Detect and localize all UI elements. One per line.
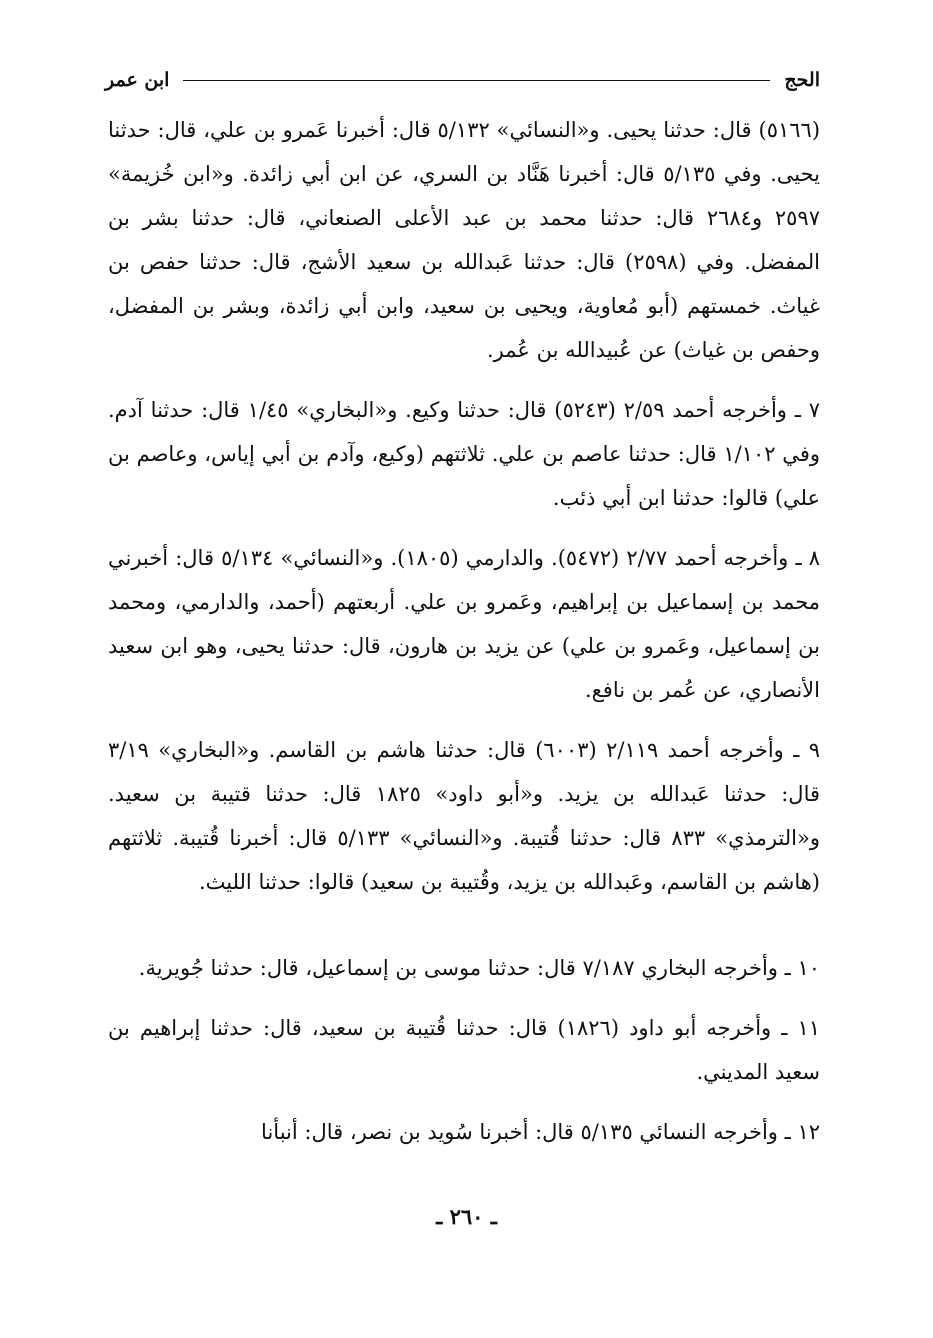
paragraph-8: ٨ ـ وأخرجه أحمد ٢/٧٧ (٥٤٧٢). والدارمي (١٨٠٥). و«النسائي» ٥/١٣٤ قال: أخبرني محمد بن إسماعيل بن إبراهيم، وعَمرو بن علي. أربعتهم (أحمد، والدارمي، ومحمد بن إسماعيل، وعَمرو بن علي) عن يزيد بن هارون، قال: حدثنا يحيى، وهو ابن سعيد الأنصاري، عن عُمر بن نافع. <box>108 546 821 702</box>
header-rule <box>183 80 770 81</box>
chapter-title: الحج <box>784 69 820 91</box>
paragraph-11: ١١ ـ وأخرجه أبو داود (١٨٢٦) قال: حدثنا قُتيبة بن سعيد، قال: حدثنا إبراهيم بن سعيد المديني. <box>108 1016 820 1084</box>
page-body <box>108 108 820 1170</box>
paragraph-7: ٧ ـ وأخرجه أحمد ٢/٥٩ (٥٢٤٣) قال: حدثنا وكيع. و«البخاري» ١/٤٥ قال: حدثنا آدم. وفي ١/١٠٢ قال: حدثنا عاصم بن علي. ثلاثتهم (وكيع، وآدم بن أبي إياس، وعاصم بن علي) قالوا: حدثنا ابن أبي ذئب. <box>108 398 820 510</box>
paragraph-9: ٩ ـ وأخرجه أحمد ٢/١١٩ (٦٠٠٣) قال: حدثنا هاشم بن القاسم. و«البخاري» ٣/١٩ قال: حدثنا عَبدالله بن يزيد. و«أبو داود» ١٨٢٥ قال: حدثنا قتيبة بن سعيد. و«الترمذي» ٨٣٣ قال: حدثنا قُتيبة. و«النسائي» ٥/١٣٣ قال: أخبرنا قُتيبة. ثلاثتهم (هاشم بن القاسم، وعَبدالله بن يزيد، وقُتيبة بن سعيد) قالوا: حدثنا الليث. <box>108 738 821 894</box>
running-header <box>105 60 820 100</box>
section-title: ابن عمر <box>105 69 170 91</box>
paragraph-continuation: (٥١٦٦) قال: حدثنا يحيى. و«النسائي» ٥/١٣٢ قال: أخبرنا عَمرو بن علي، قال: حدثنا يحيى. وفي ٥/١٣٥ قال: أخبرنا هَنَّاد بن السري، عن ابن أبي زائدة. و«ابن خُزيمة» ٢٥٩٧ و٢٦٨٤ قال: حدثنا محمد بن عبد الأعلى الصنعاني، قال: حدثنا بشر بن المفضل. وفي (٢٥٩٨) قال: حدثنا عَبدالله بن سعيد الأشج، قال: حدثنا حفص بن غياث. خمستهم (أبو مُعاوية، ويحيى بن سعيد، وابن أبي زائدة، وبشر بن المفضل، وحفص بن غياث) عن عُبيدالله بن عُمر. <box>108 118 821 362</box>
paragraph-12: ١٢ ـ وأخرجه النسائي ٥/١٣٥ قال: أخبرنا سُويد بن نصر، قال: أنبأنا <box>261 1120 820 1144</box>
paragraph-10: ١٠ ـ وأخرجه البخاري ٧/١٨٧ قال: حدثنا موسى بن إسماعيل، قال: حدثنا جُويرية. <box>138 956 820 980</box>
page-number: ـ ٢٦٠ ـ <box>436 1204 497 1229</box>
